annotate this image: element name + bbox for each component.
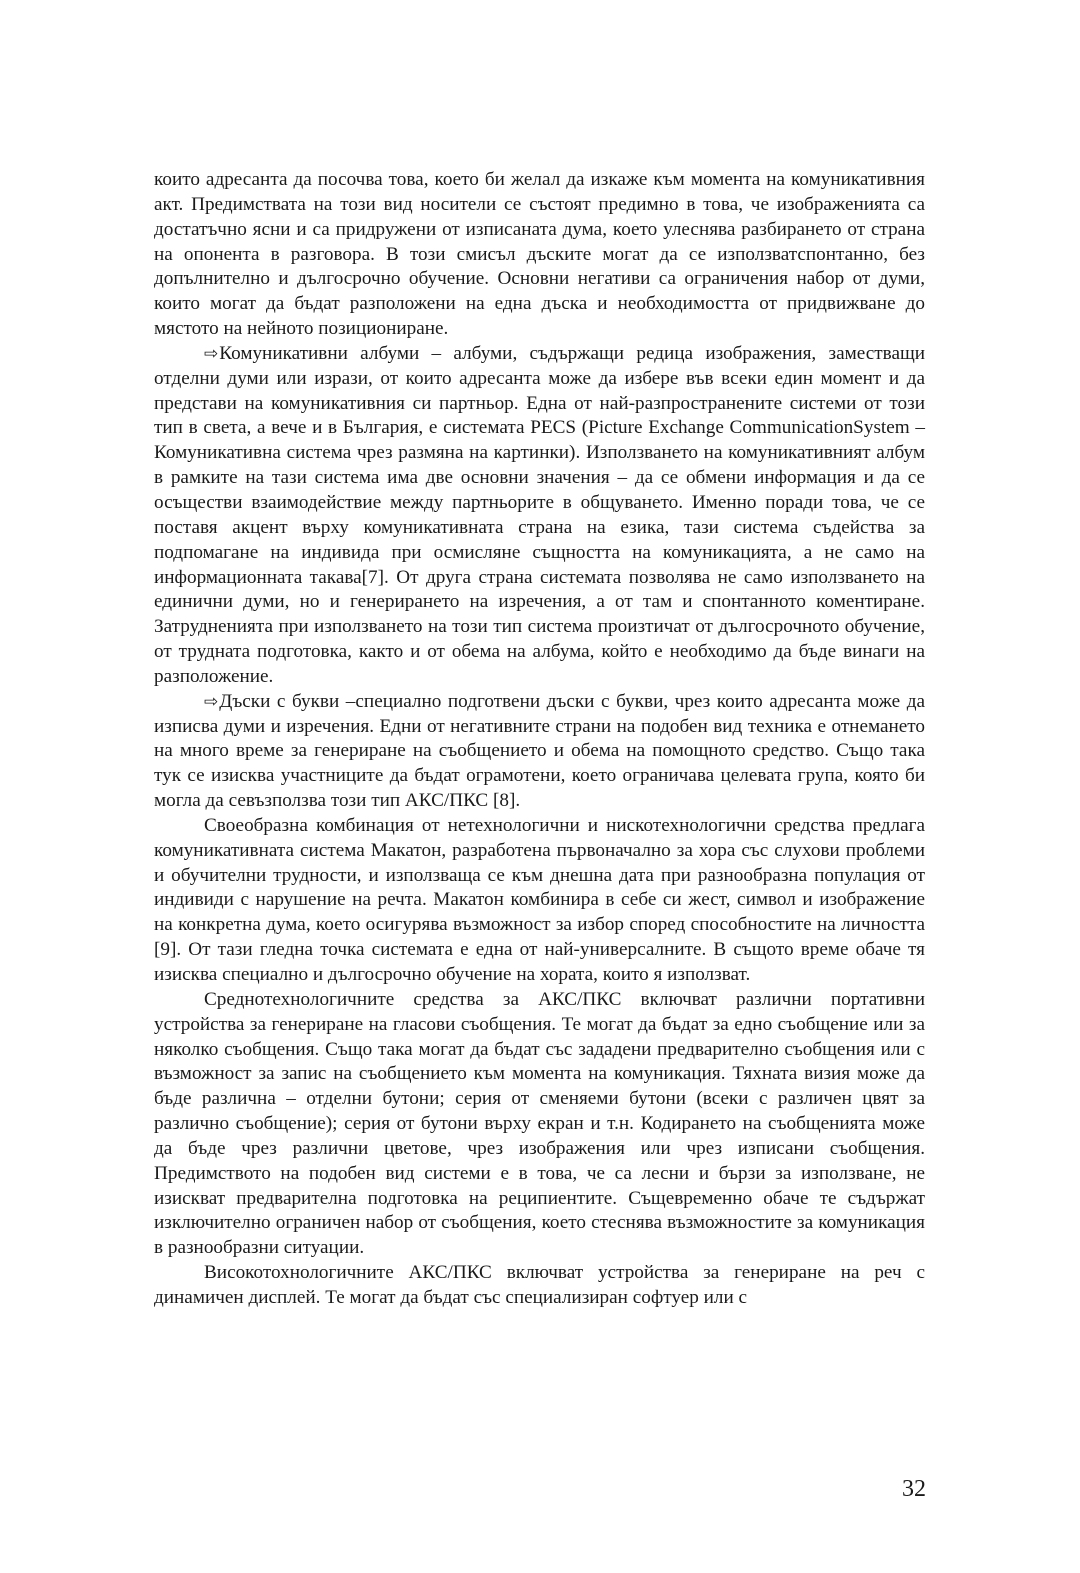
paragraph-text: Комуникативни албуми – албуми, съдържащи редица изображения, заместващи отделни думи или изрази, от които адресанта може да избере във всеки един момент и да представи на комуникативния си партньор. Една от най-разпространените системи от този тип в света, а вече и в България, е системата PECS (Picture Exchange CommunicationSystem – Комуникативна система чрез размяна на картинки). Използването на комуникативният албум в рамките на тази система има две основни значения – да се обмени информация и да се осъществи взаимодействие между партньорите в общуването. Именно поради това, че се поставя акцент върху комуникативната страна на езика, тази система съдейства за подпомагане на индивида при осмисляне същността на комуникацията, а не само на информационната такава[7]. От друга страна системата позволява не само използването на единични думи, но и генерирането на изречения, а от там и спонтанното коментиране. Затрудненията при използването на този тип система произтичат от дългосрочното обучение, от трудната подготовка, както и от обема на албума, който е необходимо да бъде винаги на разположение. [154,342,925,687]
paragraph-continuation: които адресанта да посочва това, което би желал да изкаже към момента на комуникативния акт. Предимствата на този вид носители се състоят предимно в това, че изображенията са достатъчно ясни и са придружени от изписаната дума, което улеснява разбирането от страна на опонента в разговора. В този смисъл дъските могат да се използватспонтанно, без допълнително и дългосрочно обучение. Основни негативи са ограничения набор от думи, които могат да бъдат разположени на една дъска и необходимостта от придвижване до мястото на нейното позициониране. [154,169,925,340]
paragraph-makaton: Своеобразна комбинация от нетехнологични и нискотехнологични средства предлага комуникативната система Макатон, разработена първоначално за хора със слухови проблеми и обучителни трудности, и използваща се към днешна дата при разнообразна популация от индивиди с нарушение на речта. Макатон комбинира в себе си жест, символ и изображение на конкретна дума, което осигурява възможност за избор според способностите на личността [9]. От тази гледна точка системата е една от най-универсалните. В същото време обаче тя изисква специално и дългосрочно обучение на хората, които я използват. [154,814,925,985]
body-text [154,168,925,1311]
paragraph-letter-boards [154,690,925,814]
paragraph-mid-tech: Среднотехнологичните средства за АКС/ПКС включват различни портативни устройства за генериране на гласови съобщения. Те могат да бъдат за едно съобщение или за няколко съобщения. Също така могат да бъдат със зададени предварително съобщения или с възможност за запис на съобщението към момента на комуникация. Тяхната визия може да бъде различна – отделни бутони; серия от сменяеми бутони (всеки с различен цвят за различно съобщение); серия от бутони върху екран и т.н. Кодирането на съобщенията може да бъде чрез различни цветове, чрез изображения или чрез изписани съобщения. Предимството на подобен вид системи е в това, че са лесни и бързи за използване, не изискват предварителна подготовка на реципиентите. Същевременно обаче те съдържат изключително ограничен набор от съобщения, което стеснява възможностите за комуникация в разнообразни ситуации. [154,988,925,1259]
arrow-bullet-icon: ⇨ [204,343,219,364]
arrow-bullet-icon: ⇨ [204,691,219,712]
paragraph-text: Дъски с букви –специално подготвени дъски с букви, чрез които адресанта може да изписва думи и изречения. Едни от негативните страни на подобен вид техника е отнемането на много време за генериране на съобщението и обема на помощното средство. Също така тук се изисква участниците да бъдат ограмотени, което ограничава целевата група, която би могла да севъзползва този тип АКС/ПКС [8]. [154,690,925,812]
paragraph-communicative-albums [154,342,925,690]
page-number: 32 [902,1476,926,1502]
paragraph-high-tech: Високотохнологичните АКС/ПКС включват устройства за генериране на реч с динамичен дисплей. Те могат да бъдат със специализиран софтуер или с [154,1262,925,1308]
